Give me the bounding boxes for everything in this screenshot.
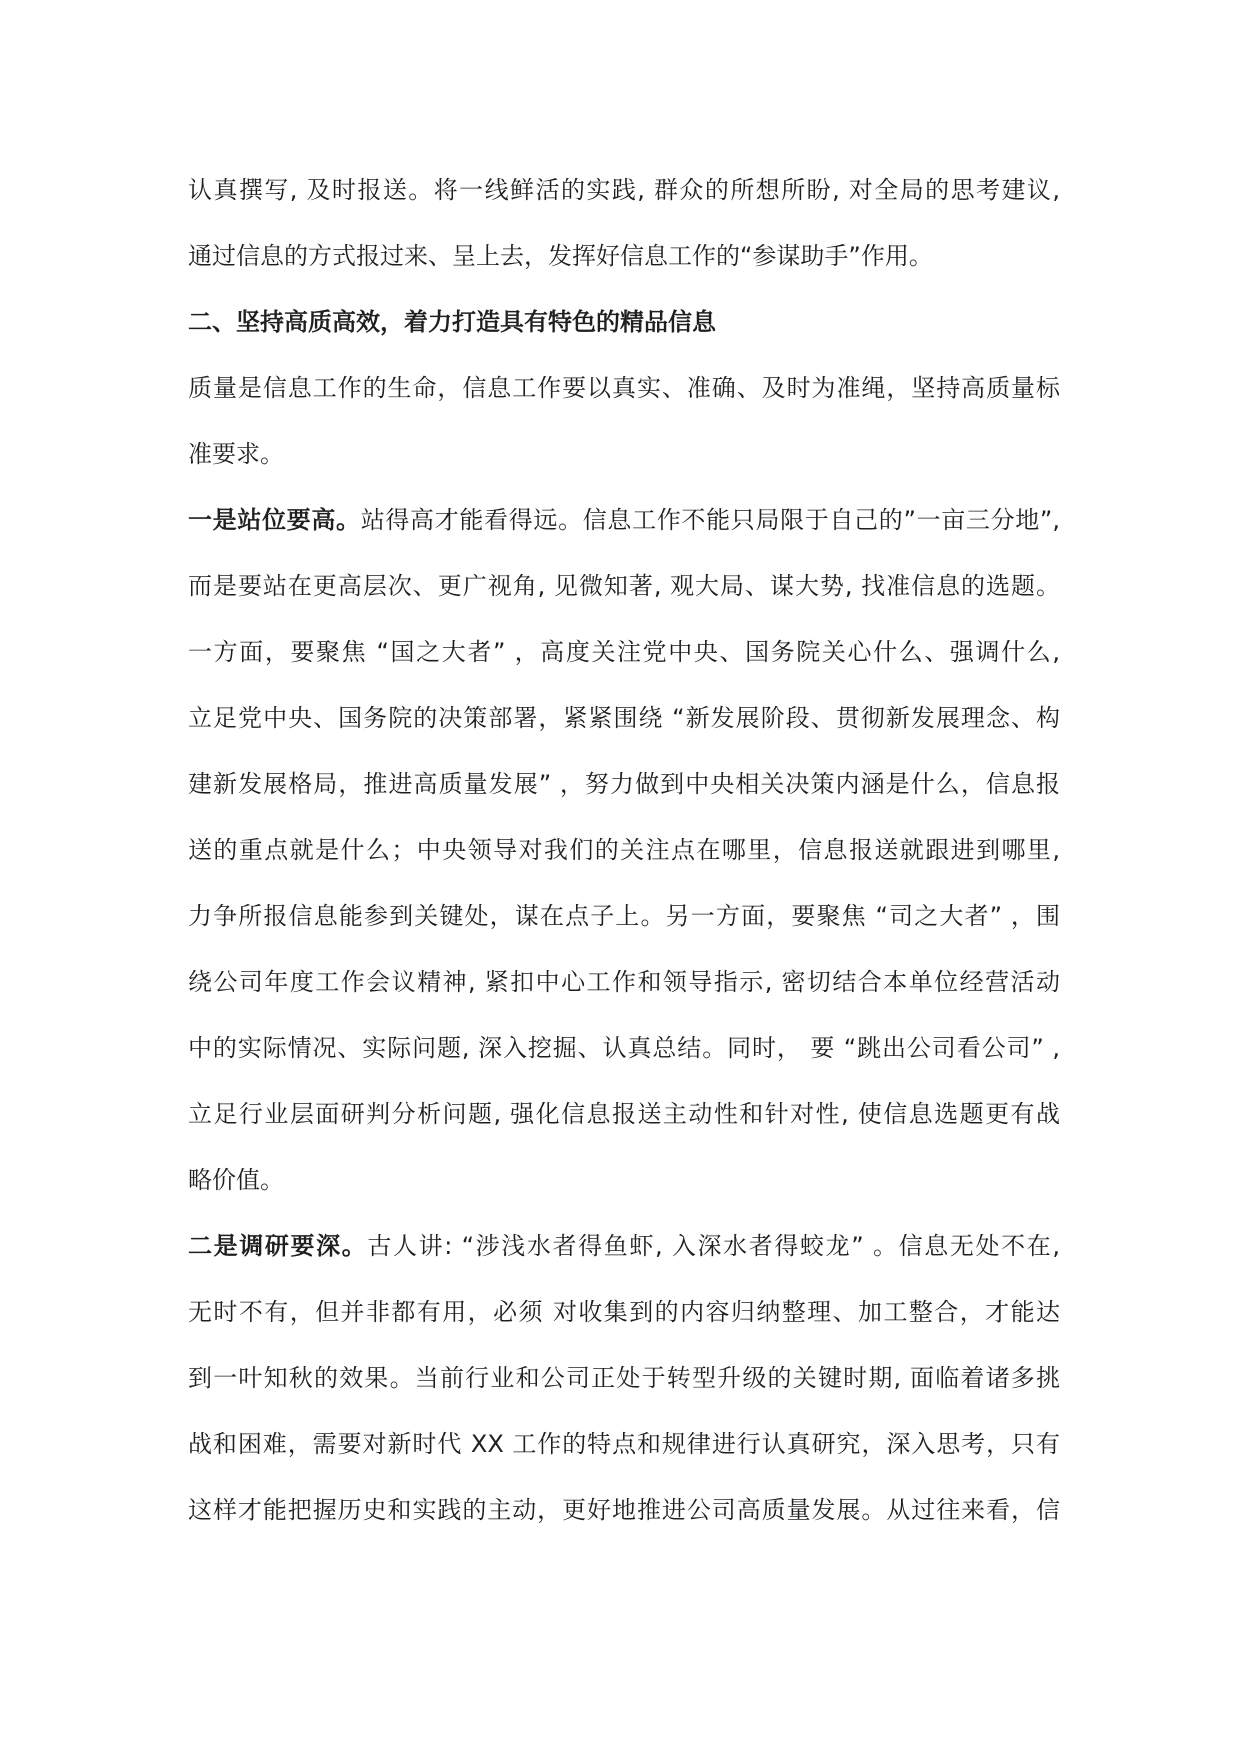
paragraph-3 [188, 487, 1060, 1213]
text-line: 建新发展格局，推进高质量发展” ，努力做到中央相关决策内涵是什么，信息报 [188, 770, 1060, 798]
text-line: 略价值。 [188, 1166, 284, 1194]
text-line: 立足行业层面研判分析问题, 强化信息报送主动性和针对性, 使信息选题更有战 [188, 1100, 1060, 1128]
text-line: 认真撰写, 及时报送。将一线鲜活的实践, 群众的所想所盼, 对全局的思考建议, [188, 176, 1060, 204]
paragraph-1 [188, 157, 1060, 289]
paragraph-4 [188, 1213, 1060, 1543]
text-line: 通过信息的方式报过来、呈上去，发挥好信息工作的“参谋助手”作用。 [188, 242, 933, 270]
text-line: 送的重点就是什么；中央领导对我们的关注点在哪里，信息报送就跟进到哪里, [188, 836, 1060, 864]
document-body [188, 157, 1060, 1543]
text-line [188, 1213, 1060, 1279]
paragraph-lead-rest: 站得高才能看得远。信息工作不能只局限于自己的”一亩三分地”, [360, 506, 1060, 534]
paragraph-lead: 二是调研要深。 [188, 1232, 368, 1260]
paragraph-lead: 一是站位要高。 [188, 506, 361, 534]
text-line: 而是要站在更高层次、更广视角, 见微知著, 观大局、谋大势, 找准信息的选题。 [188, 572, 1060, 600]
paragraph-lead-rest: 古人讲: “涉浅水者得鱼虾, 入深水者得蛟龙” 。信息无处不在, [367, 1232, 1060, 1260]
text-line: 准要求。 [188, 440, 284, 468]
text-line: 立足党中央、国务院的决策部署，紧紧围绕 “新发展阶段、贯彻新发展理念、构 [188, 704, 1060, 732]
text-line: 这样才能把握历史和实践的主动，更好地推进公司高质量发展。从过往来看，信 [188, 1496, 1060, 1524]
text-line: 战和困难，需要对新时代 XX 工作的特点和规律进行认真研究，深入思考，只有 [188, 1430, 1060, 1458]
section-heading: 二、坚持高质高效，着力打造具有特色的精品信息 [188, 308, 716, 336]
text-line: 质量是信息工作的生命，信息工作要以真实、准确、及时为准绳，坚持高质量标 [188, 374, 1060, 402]
text-line: 到一叶知秋的效果。当前行业和公司正处于转型升级的关键时期, 面临着诸多挑 [188, 1364, 1060, 1392]
paragraph-2 [188, 355, 1060, 487]
text-line: 无时不有，但并非都有用，必须 对收集到的内容归纳整理、加工整合，才能达 [188, 1298, 1060, 1326]
text-line: 绕公司年度工作会议精神, 紧扣中心工作和领导指示, 密切结合本单位经营活动 [188, 968, 1060, 996]
text-line: 力争所报信息能参到关键处，谋在点子上。另一方面，要聚焦 “司之大者” ，围 [188, 902, 1060, 930]
text-line: 中的实际情况、实际问题, 深入挖掘、认真总结。同时， 要 “跳出公司看公司” , [188, 1034, 1060, 1062]
text-line: 一方面，要聚焦 “国之大者” ，高度关注党中央、国务院关心什么、强调什么, [188, 638, 1060, 666]
text-line [188, 487, 1060, 553]
